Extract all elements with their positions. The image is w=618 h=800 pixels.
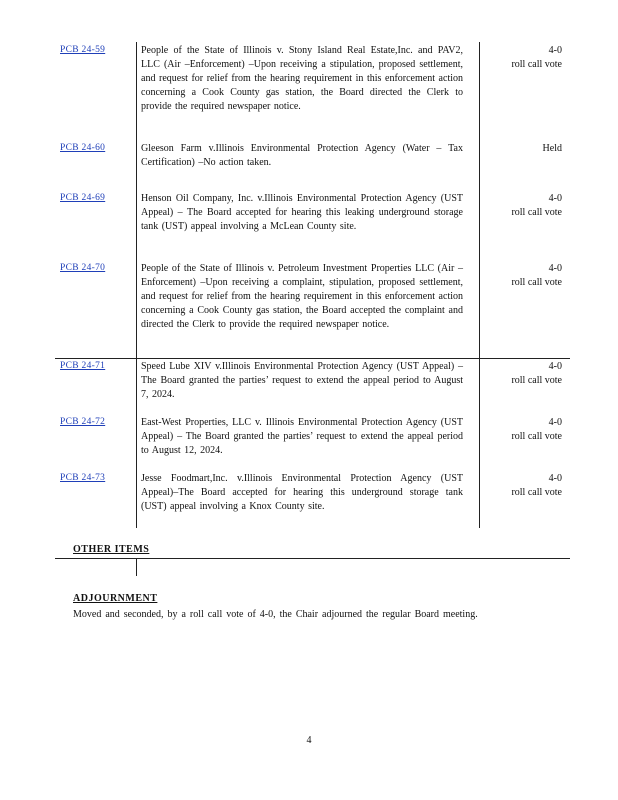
vote-method: roll call vote bbox=[511, 277, 562, 288]
vote-count: 4-0 bbox=[548, 417, 562, 428]
case-number-link[interactable]: PCB 24-59 bbox=[60, 45, 106, 55]
case-number-link[interactable]: PCB 24-69 bbox=[60, 193, 106, 203]
vote-result bbox=[490, 192, 562, 220]
other-items-heading: OTHER ITEMS bbox=[73, 544, 150, 555]
vote-result bbox=[490, 360, 562, 388]
column-divider-right bbox=[479, 42, 480, 528]
case-number-link[interactable]: PCB 24-72 bbox=[60, 417, 106, 427]
row-separator bbox=[55, 358, 570, 359]
case-number-link[interactable]: PCB 24-60 bbox=[60, 143, 106, 153]
case-description: Henson Oil Company, Inc. v.Illinois Environmental Protection Agency (UST Appeal) – The Board accepted for hearing this leaking underground storage tank (UST) appeal involving a McLean County site. bbox=[141, 193, 463, 232]
section-tick bbox=[136, 558, 137, 576]
vote-method: roll call vote bbox=[511, 375, 562, 386]
adjournment-text: Moved and seconded, by a roll call vote of 4-0, the Chair adjourned the regular Board meeting. bbox=[73, 609, 478, 620]
section-rule bbox=[55, 558, 570, 559]
vote-count: 4-0 bbox=[548, 473, 562, 484]
vote-method: roll call vote bbox=[511, 431, 562, 442]
case-number-link[interactable]: PCB 24-70 bbox=[60, 263, 106, 273]
case-description: People of the State of Illinois v. Stony Island Real Estate,Inc. and PAV2, LLC (Air –Enforcement) –Upon receiving a stipulation, proposed settlement, and request for relief from the hearing requirement in this enforcement action concerning a Cook County gas station, the Board directed the Clerk to provide the required newspaper notice. bbox=[141, 45, 463, 112]
vote-method: roll call vote bbox=[511, 207, 562, 218]
vote-count: 4-0 bbox=[548, 193, 562, 204]
vote-method: roll call vote bbox=[511, 59, 562, 70]
page-number: 4 bbox=[306, 735, 312, 746]
vote-result bbox=[490, 44, 562, 72]
column-divider-left bbox=[136, 42, 137, 528]
case-description: East-West Properties, LLC v. Illinois Environmental Protection Agency (UST Appeal) – The Board granted the parties’ request to extend the appeal period to August 12, 2024. bbox=[141, 417, 463, 456]
vote-count: 4-0 bbox=[548, 361, 562, 372]
case-description: Speed Lube XIV v.Illinois Environmental Protection Agency (UST Appeal) –The Board granted the parties’ request to extend the appeal period to August 7, 2024. bbox=[141, 361, 463, 400]
case-number-link[interactable]: PCB 24-73 bbox=[60, 473, 106, 483]
vote-count: 4-0 bbox=[548, 263, 562, 274]
adjournment-heading: ADJOURNMENT bbox=[73, 593, 158, 604]
case-description: People of the State of Illinois v. Petroleum Investment Properties LLC (Air –Enforcement) –Upon receiving a complaint, stipulation, proposed settlement, and request for relief from the hearing requirement in this enforcement action concerning a Cook County gas station, the Board accepted the complaint and directed the Clerk to provide the required newspaper notice. bbox=[141, 263, 463, 330]
vote-result bbox=[490, 262, 562, 290]
vote-count: 4-0 bbox=[548, 45, 562, 56]
vote-result bbox=[490, 416, 562, 444]
case-number-link[interactable]: PCB 24-71 bbox=[60, 361, 106, 371]
case-description: Gleeson Farm v.Illinois Environmental Protection Agency (Water – Tax Certification) –No action taken. bbox=[141, 143, 463, 168]
vote-result bbox=[490, 472, 562, 500]
vote-count: Held bbox=[542, 143, 562, 154]
vote-method: roll call vote bbox=[511, 487, 562, 498]
case-description: Jesse Foodmart,Inc. v.Illinois Environmental Protection Agency (UST Appeal)–The Board accepted for hearing this underground storage tank (UST) appeal involving a Knox County site. bbox=[141, 473, 463, 512]
vote-result bbox=[490, 142, 562, 156]
